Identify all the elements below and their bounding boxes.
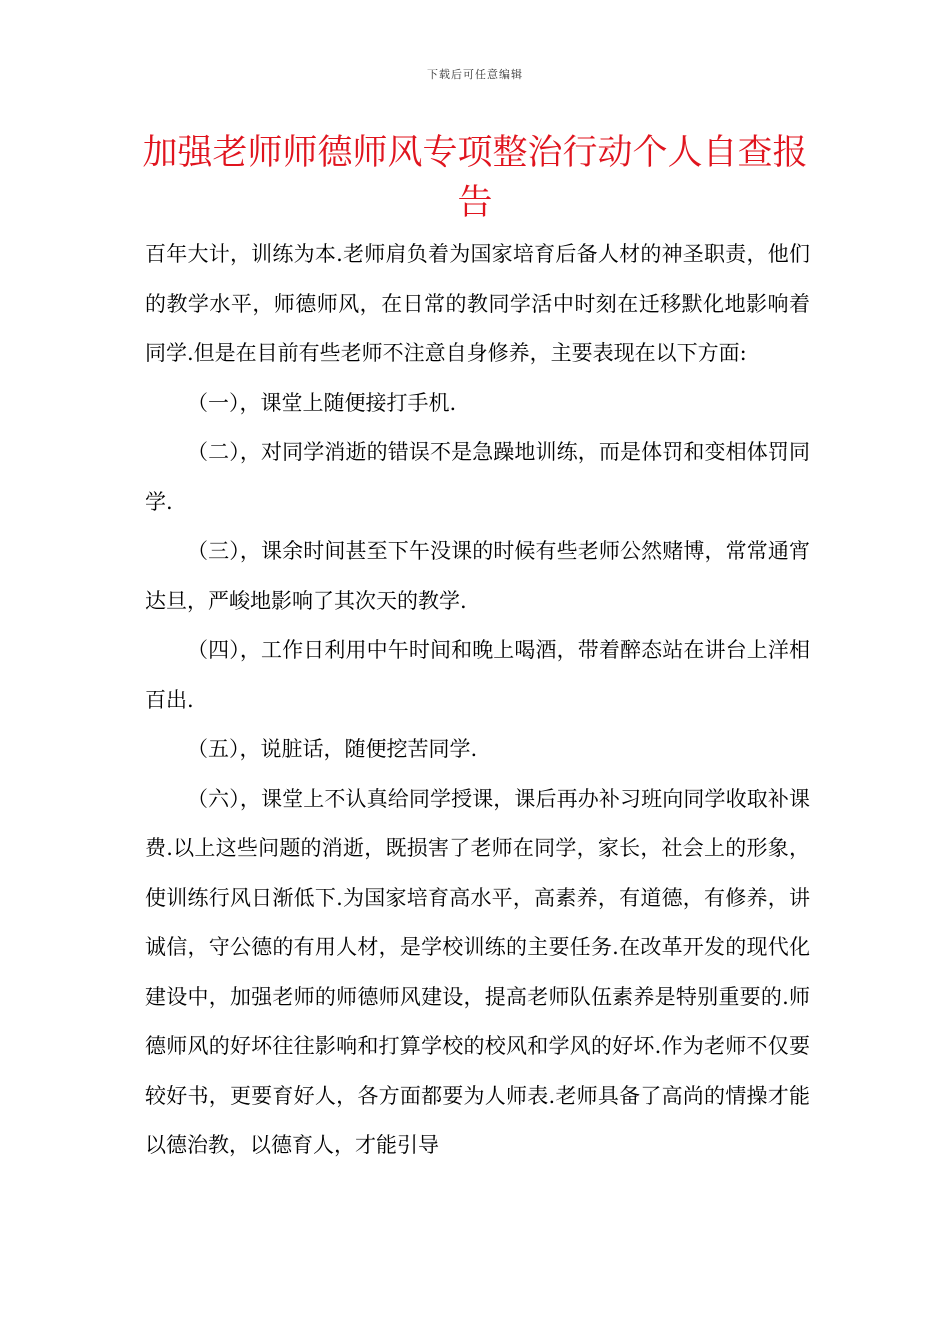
paragraph: （三），课余时间甚至下午没课的时候有些老师公然赌博，常常通宵达旦，严峻地影响了其次天的教学. xyxy=(145,539,810,613)
paragraph: （六），课堂上不认真给同学授课，课后再办补习班向同学收取补课费.以上这些问题的消逝，既损害了老师在同学，家长，社会上的形象，使训练行风日渐低下.为国家培育高水平，高素养，有道德，有修养，讲诚信，守公德的有用人材，是学校训练的主要任务.在改革开发的现代化建设中，加强老师的师德师风建设，提高老师队伍素养是特别重要的.师德师风的好坏往往影响和打算学校的校风和学风的好坏.作为老师不仅要较好书，更要育好人，各方面都要为人师表.老师具备了高尚的情操才能以德治教，以德育人，才能引导 xyxy=(145,786,810,1157)
paragraph: （一），课堂上随便接打手机. xyxy=(187,390,457,415)
document-body xyxy=(145,230,810,1171)
paragraph: （二），对同学消逝的错误不是急躁地训练，而是体罚和变相体罚同学. xyxy=(145,440,810,514)
header-note: 下载后可任意编辑 xyxy=(427,68,523,81)
paragraph: （四），工作日利用中午时间和晚上喝酒，带着醉态站在讲台上洋相百出. xyxy=(145,638,810,712)
paragraph: （五），说脏话，随便挖苦同学. xyxy=(187,737,478,761)
document-title: 加强老师师德师风专项整治行动个人自查报告 xyxy=(142,133,808,223)
paragraph: 百年大计，训练为本.老师肩负着为国家培育后备人材的神圣职责，他们的教学水平，师德师风，在日常的教同学活中时刻在迁移默化地影响着同学.但是在目前有些老师不注意自身修养，主要表现在以下方面: xyxy=(145,242,810,365)
